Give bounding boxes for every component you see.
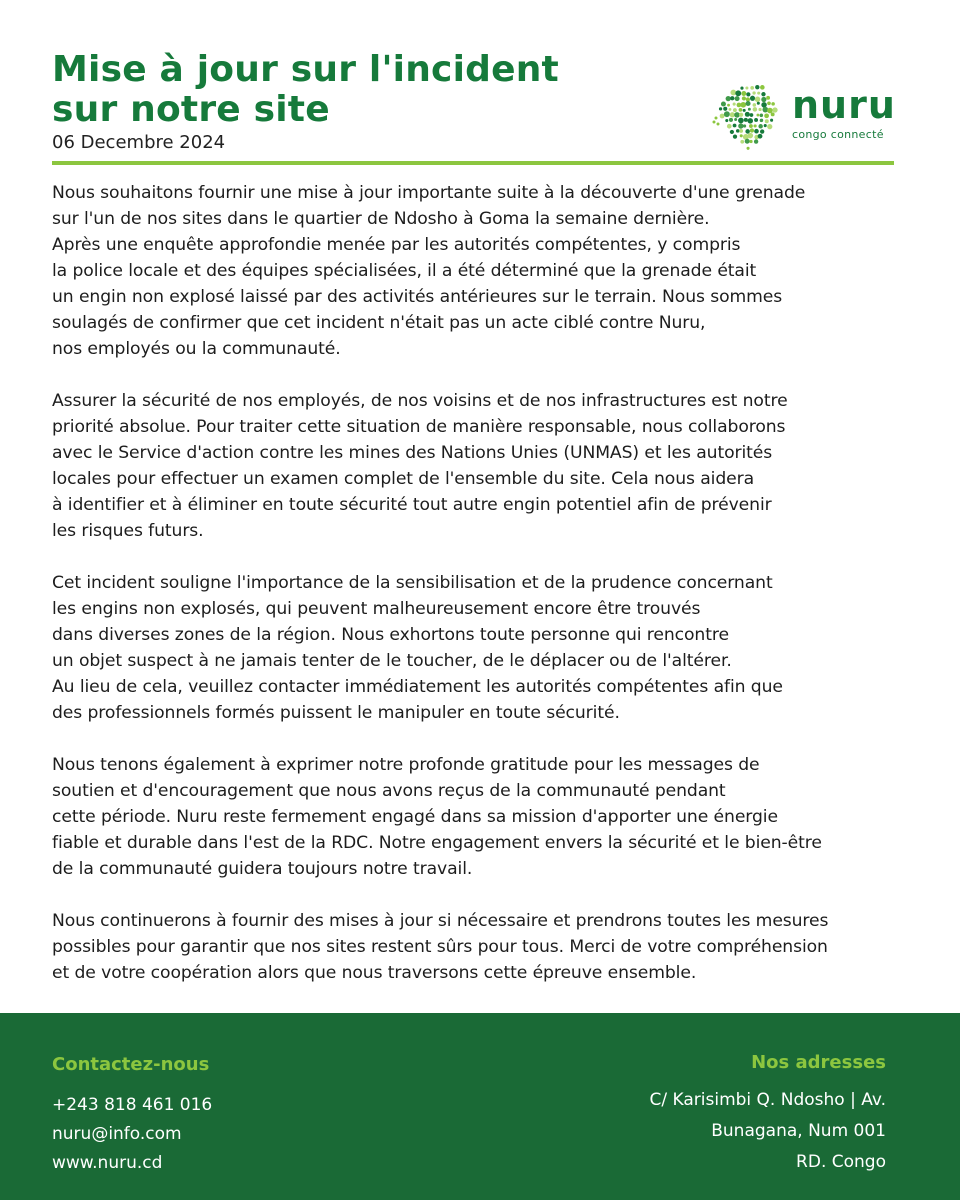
paragraph-2	[52, 388, 912, 544]
nuru-logo	[712, 82, 912, 154]
paragraph-5	[52, 908, 912, 986]
address-line: C/ Karisimbi Q. Ndosho | Av.	[649, 1090, 886, 1110]
logo-dot	[746, 101, 751, 106]
paragraph-3	[52, 570, 912, 726]
paragraph-1	[52, 180, 912, 362]
logo-dot	[746, 92, 750, 96]
text-line: soulagés de confirmer que cet incident n'était pas un acte ciblé contre Nuru,	[52, 313, 706, 333]
text-line: Assurer la sécurité de nos employés, de nos voisins et de nos infrastructures est notre	[52, 391, 788, 411]
logo-dot	[747, 147, 750, 150]
logo-dot	[735, 90, 741, 96]
logo-dot	[715, 117, 718, 120]
logo-dot	[729, 108, 732, 111]
contact-phone: +243 818 461 016	[52, 1095, 213, 1115]
text-line: les risques futurs.	[52, 521, 204, 541]
logo-dot	[730, 96, 734, 100]
logo-dot	[745, 112, 750, 117]
logo-dot	[754, 139, 758, 143]
text-line: Nous continuerons à fournir des mises à jour si nécessaire et prendrons toutes les mesures	[52, 911, 829, 931]
logo-dot	[739, 113, 743, 117]
text-line: les engins non explosés, qui peuvent malheureusement encore être trouvés	[52, 599, 701, 619]
logo-dot	[740, 134, 743, 137]
text-line: locales pour effectuer un examen complet de l'ensemble du site. Cela nous aidera	[52, 469, 755, 489]
logo-dot	[726, 96, 731, 101]
logo-dot	[760, 129, 764, 133]
text-line: Après une enquête approfondie menée par les autorités compétentes, y compris	[52, 235, 741, 255]
logo-dot	[761, 92, 765, 96]
logo-dot	[725, 119, 728, 122]
logo-dot	[767, 124, 772, 129]
logo-dot	[764, 124, 767, 127]
logo-dot	[723, 107, 727, 111]
logo-dot	[755, 97, 761, 103]
logo-dot	[739, 129, 743, 133]
logo-dot	[752, 91, 755, 94]
logo-dot	[761, 97, 766, 102]
contact-heading: Contactez-nous	[52, 1054, 210, 1075]
text-line: la police locale et des équipes spécialisées, il a été déterminé que la grenade était	[52, 261, 757, 281]
article-body	[52, 180, 912, 1012]
logo-dot	[727, 104, 730, 107]
logo-dot	[767, 101, 771, 105]
logo-dot	[753, 103, 757, 107]
logo-dot	[760, 114, 764, 118]
address-block	[650, 1051, 886, 1178]
text-line: Cet incident souligne l'importance de la sensibilisation et de la prudence concernant	[52, 573, 773, 593]
logo-dot	[719, 107, 722, 110]
logo-dot	[745, 139, 750, 144]
logo-dot	[720, 114, 725, 119]
logo-dot	[740, 102, 746, 108]
logo-dot	[748, 133, 753, 138]
logo-dot	[730, 112, 735, 117]
logo-dot	[765, 119, 769, 123]
page-title	[52, 50, 692, 130]
logo-dot	[758, 108, 761, 111]
logo-dot	[772, 107, 777, 112]
logo-dot	[750, 96, 755, 101]
logo-dot	[736, 129, 740, 133]
logo-dot	[749, 113, 753, 117]
logo-dot	[750, 86, 754, 90]
header-divider	[52, 161, 894, 165]
text-line: priorité absolue. Pour traiter cette situation de manière responsable, nous collaborons	[52, 417, 786, 437]
text-line: avec le Service d'action contre les mines des Nations Unies (UNMAS) et les autorités	[52, 443, 773, 463]
logo-dot	[733, 108, 737, 112]
logo-dot	[738, 123, 743, 128]
logo-dot	[717, 123, 720, 126]
title-line-1: Mise à jour sur l'incident	[52, 49, 559, 90]
logo-dot	[746, 97, 750, 101]
logo-dot	[740, 87, 743, 90]
text-line: un engin non explosé laissé par des activités antérieures sur le terrain. Nous sommes	[52, 287, 783, 307]
logo-dot	[733, 103, 736, 106]
drc-map-dots-icon	[712, 82, 788, 154]
logo-dot	[754, 124, 757, 127]
logo-dot	[733, 124, 737, 128]
logo-dot	[734, 118, 737, 121]
logo-dot	[747, 118, 753, 124]
publication-date: 06 Decembre 2024	[52, 132, 226, 153]
logo-dot	[743, 109, 746, 112]
logo-dot	[721, 101, 726, 106]
logo-dot	[756, 114, 759, 117]
text-line: soutien et d'encouragement que nous avons reçus de la communauté pendant	[52, 781, 726, 801]
text-line: un objet suspect à ne jamais tenter de le toucher, de le déplacer ou de l'altérer.	[52, 651, 732, 671]
logo-dot	[729, 118, 733, 122]
logo-dot	[740, 140, 744, 144]
text-line: à identifier et à éliminer en toute sécurité tout autre engin potentiel afin de prévenir	[52, 495, 772, 515]
logo-dot	[735, 96, 740, 101]
logo-dot	[733, 134, 737, 138]
logo-dot	[757, 92, 760, 95]
text-line: fiable et durable dans l'est de la RDC. Notre engagement envers la sécurité et le bien-être	[52, 833, 822, 853]
address-heading: Nos adresses	[751, 1052, 886, 1073]
logo-dot	[727, 124, 732, 129]
logo-dot	[739, 108, 743, 112]
logo-dot	[758, 124, 762, 128]
logo-dot	[742, 96, 746, 100]
logo-dot	[753, 107, 758, 112]
logo-dot	[741, 91, 746, 96]
logo-dot	[754, 129, 759, 134]
logo-dot	[764, 113, 769, 118]
logo-dot	[745, 86, 748, 89]
logo-dot	[757, 102, 760, 105]
logo-tagline: congo connecté	[792, 128, 884, 141]
logo-dot	[749, 140, 752, 143]
logo-dot	[760, 85, 765, 90]
address-line: RD. Congo	[796, 1152, 886, 1172]
logo-dot	[744, 118, 748, 122]
logo-dot	[749, 124, 753, 128]
logo-dot	[750, 128, 754, 132]
text-line: cette période. Nuru reste fermement engagé dans sa mission d'apporter une énergie	[52, 807, 778, 827]
logo-dot	[724, 111, 730, 117]
logo-dot	[730, 130, 734, 134]
text-line: possibles pour garantir que nos sites restent sûrs pour tous. Merci de votre compréhension	[52, 937, 828, 957]
text-line: de la communauté guidera toujours notre travail.	[52, 859, 473, 879]
address-line: Bunagana, Num 001	[711, 1121, 886, 1141]
logo-dot	[761, 102, 766, 107]
text-line: des professionnels formés puissent le manipuler en toute sécurité.	[52, 703, 620, 723]
logo-dot	[755, 85, 759, 89]
logo-dot	[760, 119, 764, 123]
logo-dot	[771, 102, 775, 106]
logo-dot	[770, 119, 773, 122]
text-line: sur l'un de nos sites dans le quartier de Ndosho à Goma la semaine dernière.	[52, 209, 710, 229]
logo-dot	[766, 96, 770, 100]
contact-website: www.nuru.cd	[52, 1153, 163, 1173]
logo-dot	[767, 108, 773, 114]
logo-dot	[738, 118, 744, 124]
logo-dot	[748, 108, 751, 111]
text-line: nos employés ou la communauté.	[52, 339, 341, 359]
text-line: dans diverses zones de la région. Nous exhortons toute personne qui rencontre	[52, 625, 729, 645]
title-line-2: sur notre site	[52, 89, 330, 130]
logo-dot	[771, 112, 775, 116]
logo-dot	[713, 121, 716, 124]
paragraph-4	[52, 752, 912, 882]
logo-wordmark: nuru	[792, 83, 896, 127]
logo-dot	[754, 118, 758, 122]
text-line: Au lieu de cela, veuillez contacter immédiatement les autorités compétentes afin que	[52, 677, 783, 697]
text-line: Nous tenons également à exprimer notre profonde gratitude pour les messages de	[52, 755, 760, 775]
logo-dot	[743, 124, 746, 127]
footer	[0, 1013, 960, 1200]
logo-dot	[730, 90, 736, 96]
contact-email: nuru@info.com	[52, 1124, 182, 1144]
text-line: Nous souhaitons fournir une mise à jour importante suite à la découverte d'une grenade	[52, 183, 806, 203]
logo-dot	[758, 134, 763, 139]
contact-block	[52, 1053, 212, 1178]
text-line: et de votre coopération alors que nous traversons cette épreuve ensemble.	[52, 963, 697, 983]
logo-dot	[745, 129, 750, 134]
